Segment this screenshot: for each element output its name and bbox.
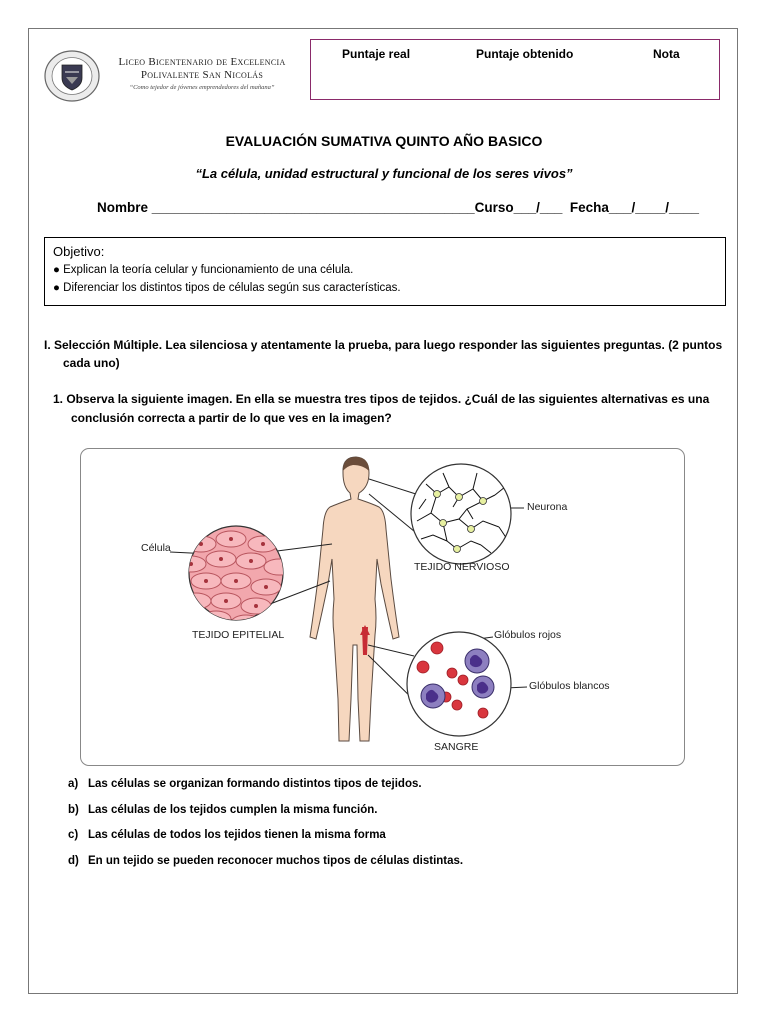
section-instructions [44, 336, 724, 372]
school-name [102, 56, 302, 91]
page-subtitle: “La célula, unidad estructural y funcional de los seres vivos” [195, 166, 573, 181]
label-globulos-blancos: Glóbulos blancos [529, 680, 610, 692]
option-text: Las células de todos los tejidos tienen la misma forma [88, 829, 386, 841]
option-d[interactable] [68, 855, 463, 881]
school-logo [44, 50, 100, 102]
option-b[interactable] [68, 804, 463, 830]
label-neurona: Neurona [527, 501, 568, 513]
student-info-line[interactable]: Nombre ___________________________________________Curso___/___ Fecha___/____/____ [97, 200, 700, 215]
human-body [310, 457, 399, 741]
school-motto: “Como tejedor de jóvenes emprendedores del mañana” [129, 84, 275, 91]
tissues-figure [80, 448, 685, 766]
label-tejido-epitelial: TEJIDO EPITELIAL [192, 629, 285, 641]
objective-item: ● Diferenciar los distintos tipos de células según sus características. [53, 282, 401, 294]
nervous-tissue [411, 464, 511, 564]
grade-label: Nota [653, 47, 680, 61]
score-obtained-label: Puntaje obtenido [476, 47, 574, 61]
option-letter: d) [68, 854, 79, 867]
option-c[interactable] [68, 829, 463, 855]
page-title: EVALUACIÓN SUMATIVA QUINTO AÑO BASICO [225, 133, 543, 149]
section-line: cada uno) [63, 356, 120, 370]
objective-heading: Objetivo: [53, 244, 105, 259]
school-name-line1: Liceo Bicentenario de Excelencia [118, 56, 286, 68]
option-text: Las células de los tejidos cumplen la misma función. [88, 803, 378, 816]
school-name-line2: Polivalente San Nicolás [140, 69, 264, 81]
score-real-label: Puntaje real [342, 47, 411, 61]
option-a[interactable] [68, 778, 463, 804]
label-celula: Célula [141, 542, 171, 554]
epithelial-tissue [176, 526, 294, 631]
question-line: conclusión correcta a partir de lo que ves en la imagen? [71, 411, 392, 425]
option-letter: b) [68, 803, 79, 816]
question-line: 1. Observa la siguiente imagen. En ella se muestra tres tipos de tejidos. ¿Cuál de las siguientes alternativas es una [53, 392, 710, 406]
answer-options [68, 778, 463, 880]
blood-tissue [407, 632, 511, 736]
section-line: I. Selección Múltiple. Lea silenciosa y atentamente la prueba, para luego responder las siguientes preguntas. (2 puntos [44, 338, 723, 352]
option-text: En un tejido se pueden reconocer muchos tipos de células distintas. [88, 854, 464, 867]
objective-item: ● Explican la teoría celular y funcionamiento de una célula. [53, 264, 354, 276]
objective-box [44, 237, 726, 306]
label-globulos-rojos: Glóbulos rojos [494, 629, 562, 641]
label-tejido-nervioso: TEJIDO NERVIOSO [414, 561, 510, 573]
tissues-illustration [81, 449, 685, 766]
label-sangre: SANGRE [434, 741, 479, 753]
score-box [310, 39, 720, 100]
option-letter: a) [68, 778, 79, 790]
option-letter: c) [68, 829, 79, 841]
option-text: Las células se organizan formando distintos tipos de tejidos. [88, 778, 422, 790]
question-1 [53, 390, 723, 428]
